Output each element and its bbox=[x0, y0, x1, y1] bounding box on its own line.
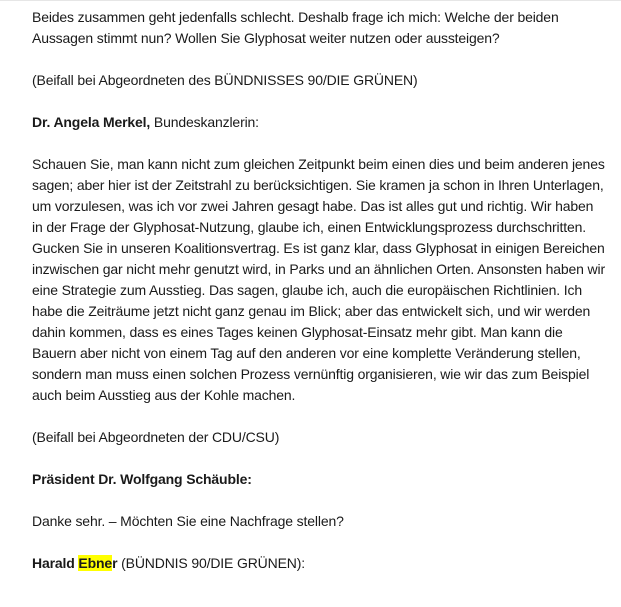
speaker-name: Präsident Dr. Wolfgang Schäuble: bbox=[32, 471, 252, 487]
search-highlight: Ebne bbox=[78, 555, 113, 571]
speaker-name bbox=[32, 555, 117, 571]
speaker-heading bbox=[32, 112, 607, 133]
speaker-party: (BÜNDNIS 90/DIE GRÜNEN): bbox=[117, 555, 305, 571]
applause-note: (Beifall bei Abgeordneten der CDU/CSU) bbox=[32, 429, 280, 445]
speaker-first-name: Harald bbox=[32, 555, 79, 571]
speech-paragraph: Beides zusammen geht jedenfalls schlecht. Deshalb frage ich mich: Welche der beiden Aussagen stimmt nun? Wollen Sie Glyphosat weiter nutzen oder aussteigen? bbox=[32, 9, 559, 46]
speaker-heading bbox=[32, 553, 607, 574]
speech-paragraph: Danke sehr. – Möchten Sie eine Nachfrage stellen? bbox=[32, 513, 344, 529]
applause-note: (Beifall bei Abgeordneten des BÜNDNISSES 90/DIE GRÜNEN) bbox=[32, 72, 418, 88]
speaker-role: Bundeskanzlerin: bbox=[150, 114, 259, 130]
speaker-name: Dr. Angela Merkel, bbox=[32, 114, 151, 130]
transcript-document bbox=[32, 7, 607, 595]
speaker-heading bbox=[32, 469, 607, 490]
speaker-name-rest: r bbox=[112, 555, 118, 571]
speech-paragraph: Schauen Sie, man kann nicht zum gleichen Zeitpunkt beim einen dies und beim anderen jenes sagen; aber hier ist der Zeitstrahl zu berücksichtigen. Sie kramen ja schon in Ihren Unterlagen, um vorzulesen, was ich vor zwei Jahren gesagt habe. Das ist alles gut und richtig. Wir haben in der Frage der Glyphosat-Nutzung, glaube ich, einen Entwicklungsprozess durchschritten. Gucken Sie in unseren Koalitionsvertrag. Es ist ganz klar, dass Glyphosat in einigen Bereichen inzwischen gar nicht mehr genutzt wird, in Parks und an ähnlichen Orten. Ansonsten haben wir eine Strategie zum Ausstieg. Das sagen, glaube ich, auch die europäischen Richtlinien. Ich habe die Zeiträume jetzt nicht ganz genau im Blick; aber das entwickelt sich, und wir werden dahin kommen, dass es eines Tages keinen Glyphosat-Einsatz mehr gibt. Man kann die Bauern aber nicht von einem Tag auf den anderen vor eine komplette Veränderung stellen, sondern man muss einen solchen Prozess vernünftig organisieren, wie wir das zum Beispiel auch beim Ausstieg aus der Kohle machen. bbox=[32, 156, 605, 403]
